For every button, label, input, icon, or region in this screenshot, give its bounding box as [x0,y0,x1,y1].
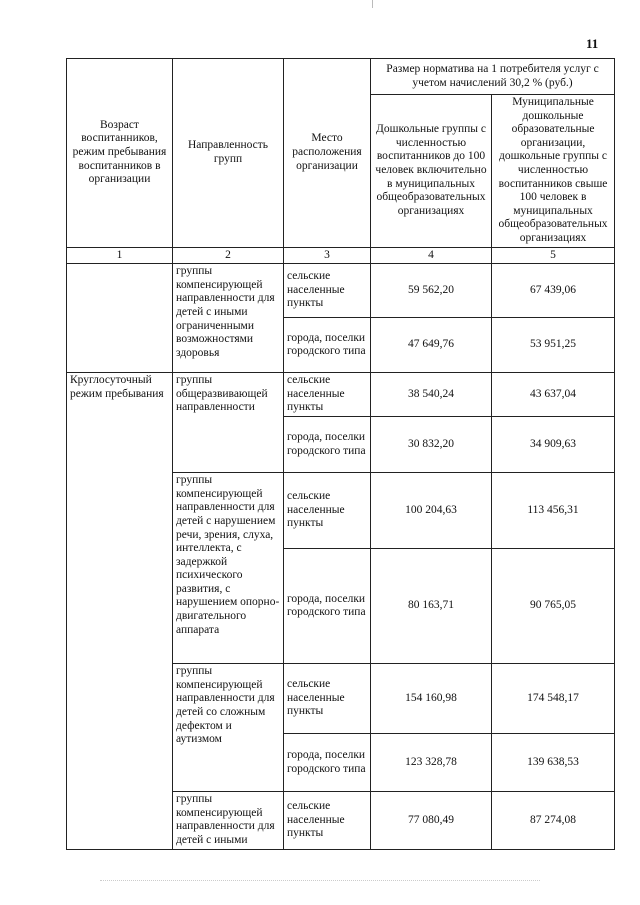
location-urban: города, поселки городского типа [284,318,371,373]
scan-mark [372,0,373,8]
header-location: Место расположения организации [284,59,371,248]
col-number-4: 4 [371,247,492,264]
value-b3-rural-col5: 113 456,31 [492,473,615,549]
location-rural: сельские населенные пункты [284,373,371,417]
focus-speech-vision-hearing: группы компенсирующей направленности для детей с нарушением речи, зрения, слуха, интеллекта, с задержкой психического развития, с нарушением опорно-двигательного аппарата [173,473,284,664]
value-b5-rural-col4: 77 080,49 [371,792,492,850]
focus-other-continued: группы компенсирующей направленности для детей с иными [173,792,284,850]
value-b3-rural-col4: 100 204,63 [371,473,492,549]
location-rural: сельские населенные пункты [284,473,371,549]
value-b5-rural-col5: 87 274,08 [492,792,615,850]
col-number-5: 5 [492,247,615,264]
focus-other-disabilities: группы компенсирующей направленности для детей с иными ограниченными возможностями здоровья [173,264,284,373]
location-rural: сельские населенные пункты [284,264,371,318]
value-b4-rural-col4: 154 160,98 [371,664,492,734]
col-number-2: 2 [173,247,284,264]
value-b3-urban-col5: 90 765,05 [492,549,615,664]
header-col4: Дошкольные группы с численностью воспитанников до 100 человек включительно в муниципальных общеобразовательных организациях [371,95,492,248]
value-b4-urban-col4: 123 328,78 [371,734,492,792]
header-age-mode: Возраст воспитанников, режим пребывания воспитанников в организации [67,59,173,248]
value-b1-urban-col4: 47 649,76 [371,318,492,373]
value-b2-urban-col5: 34 909,63 [492,417,615,473]
value-b1-urban-col5: 53 951,25 [492,318,615,373]
focus-complex-defect-autism: группы компенсирующей направленности для детей со сложным дефектом и аутизмом [173,664,284,792]
value-b2-rural-col4: 38 540,24 [371,373,492,417]
scan-noise [100,880,540,882]
age-round-the-clock: Круглосуточный режим пребывания [67,373,173,850]
header-focus: Направленность групп [173,59,284,248]
value-b1-rural-col4: 59 562,20 [371,264,492,318]
location-rural: сельские населенные пункты [284,792,371,850]
value-b4-urban-col5: 139 638,53 [492,734,615,792]
page-number: 11 [586,36,599,51]
location-rural: сельские населенные пункты [284,664,371,734]
header-norm: Размер норматива на 1 потребителя услуг с учетом начислений 30,2 % (руб.) [371,59,615,95]
location-urban: города, поселки городского типа [284,417,371,473]
age-cell-empty [67,264,173,373]
value-b1-rural-col5: 67 439,06 [492,264,615,318]
header-col5: Муниципальные дошкольные образовательные организации, дошкольные группы с численностью воспитанников свыше 100 человек в муниципальных общеобразовательных организациях [492,95,615,248]
value-b2-rural-col5: 43 637,04 [492,373,615,417]
location-urban: города, поселки городского типа [284,734,371,792]
col-number-3: 3 [284,247,371,264]
normative-table [66,58,615,850]
value-b3-urban-col4: 80 163,71 [371,549,492,664]
focus-general-development: группы общеразвивающей направленности [173,373,284,473]
value-b2-urban-col4: 30 832,20 [371,417,492,473]
location-urban: города, поселки городского типа [284,549,371,664]
value-b4-rural-col5: 174 548,17 [492,664,615,734]
col-number-1: 1 [67,247,173,264]
